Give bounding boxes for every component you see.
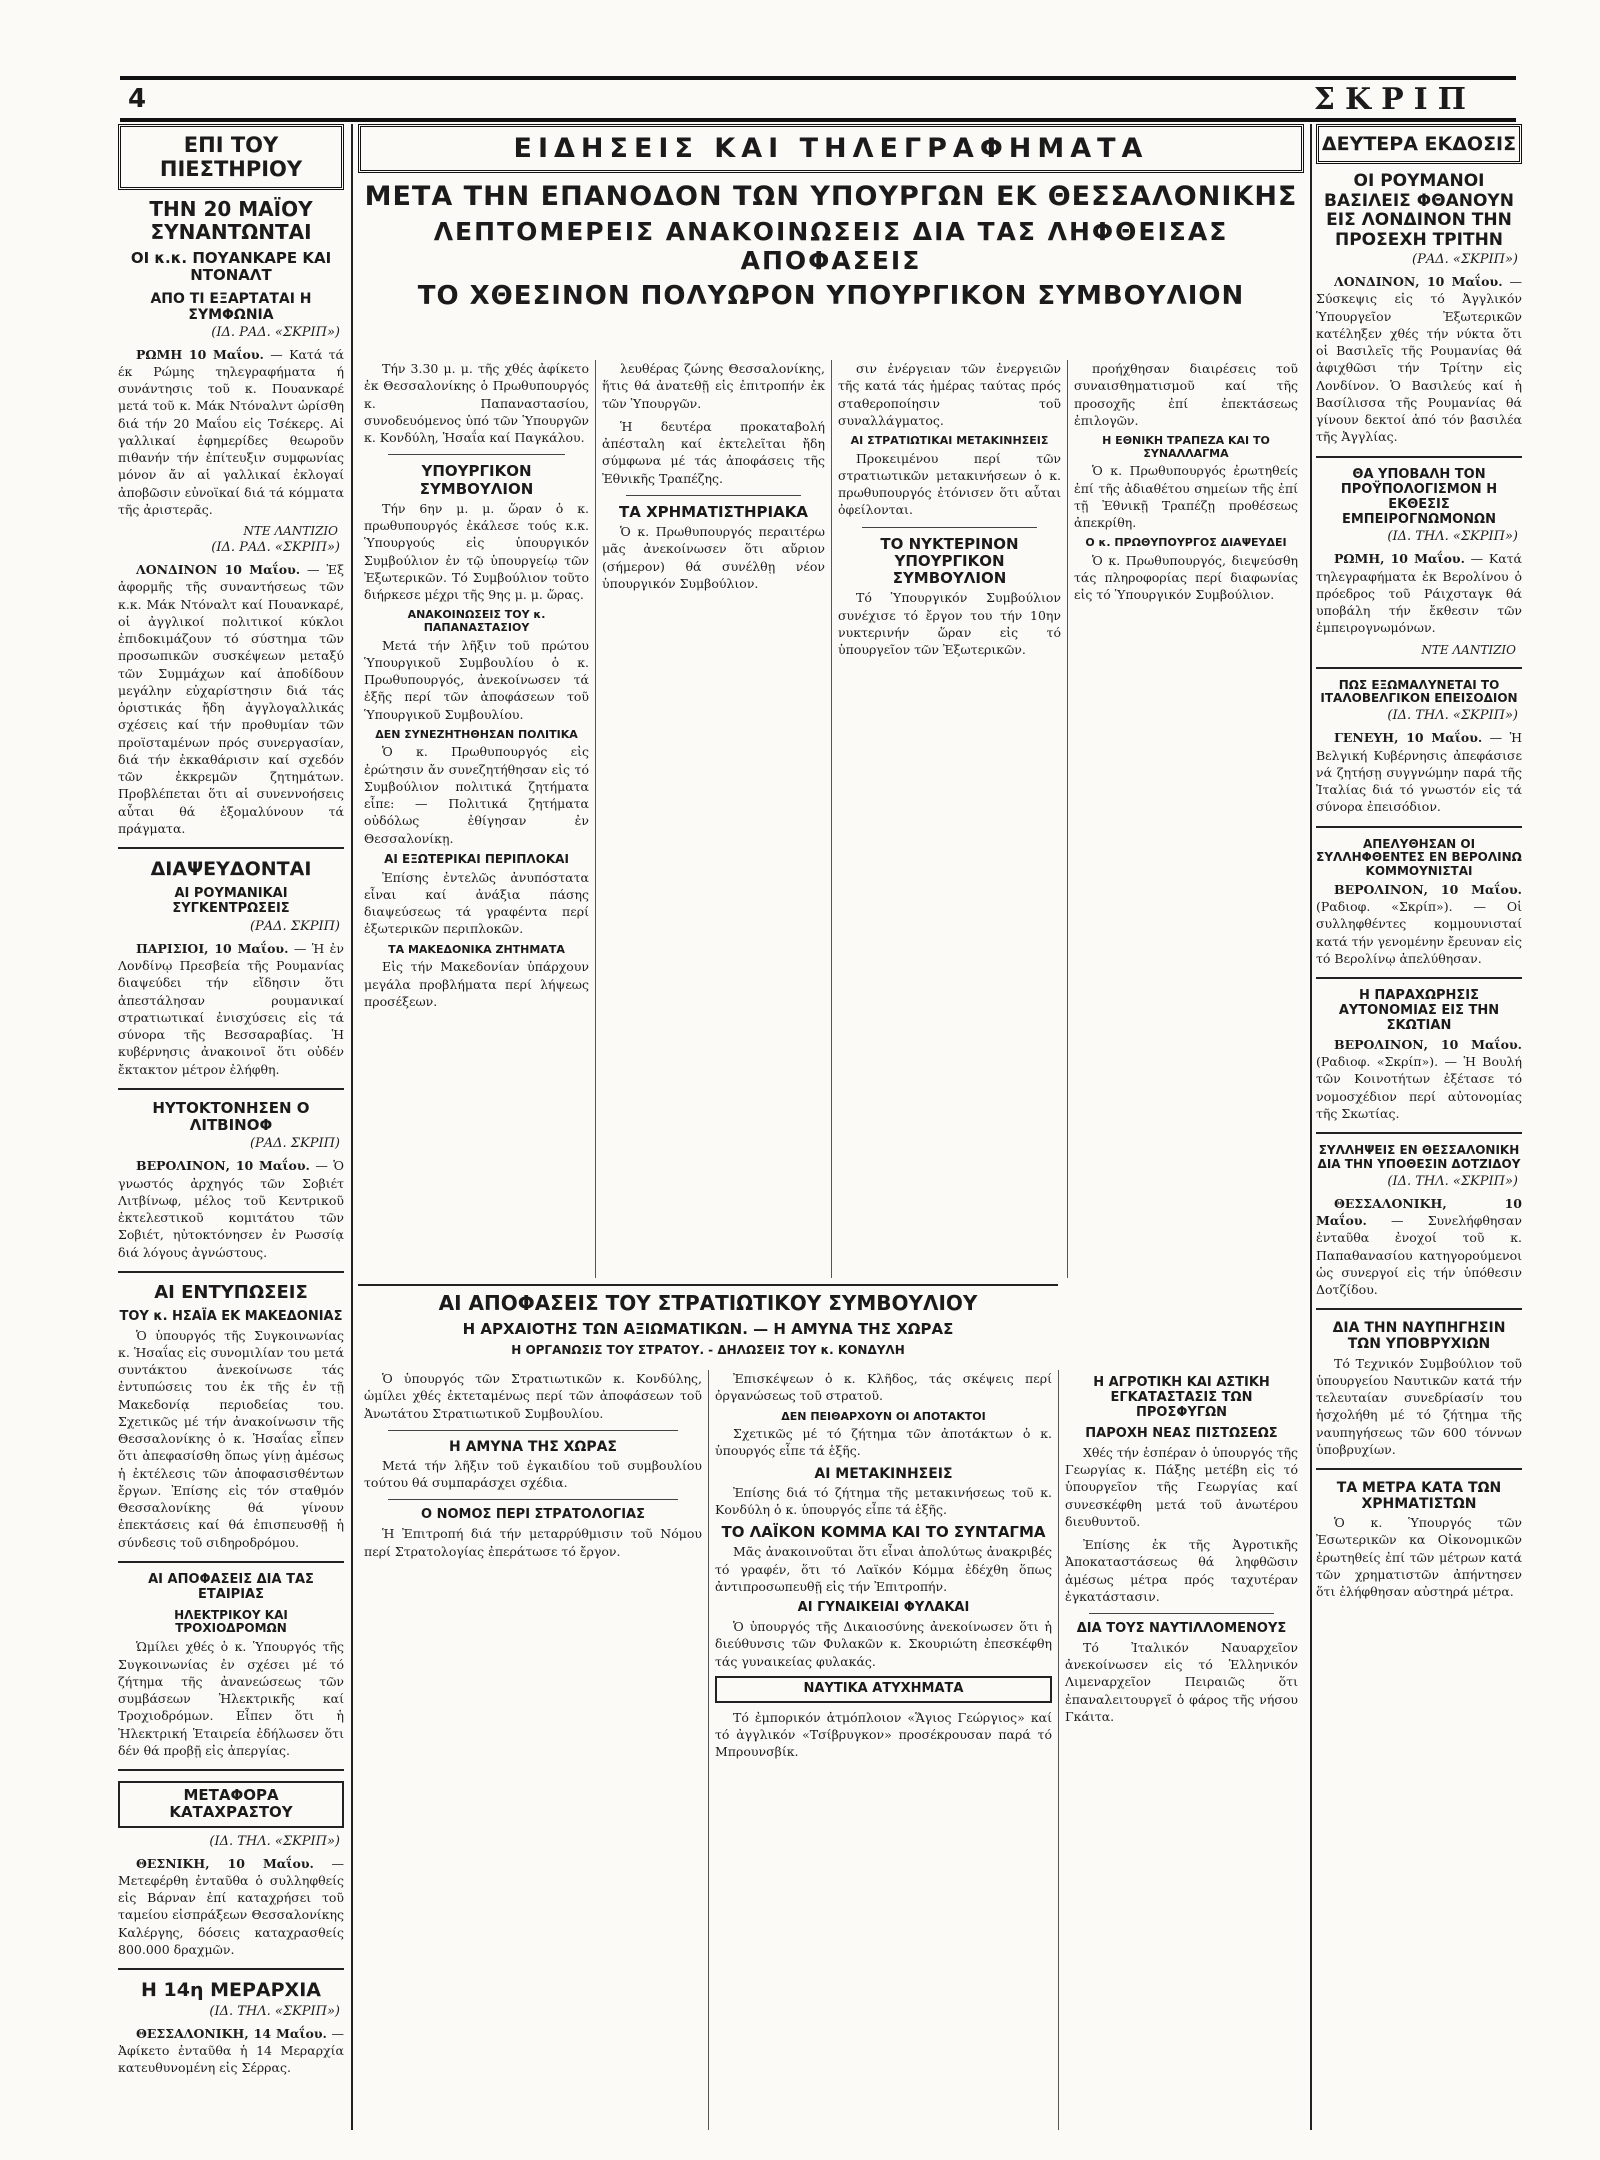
- headline-refugees: Η ΑΓΡΟΤΙΚΗ ΚΑΙ ΑΣΤΙΚΗ ΕΓΚΑΤΑΣΤΑΣΙΣ ΤΩΝ ΠΡΟΣΦΥΓΩΝ: [1093, 1375, 1270, 1420]
- subhead-poincare: ΟΙ κ.κ. ΠΟΥΑΝΚΑΡΕ ΚΑΙ ΝΤΟΝΑΛΤ: [130, 249, 332, 285]
- headline-transfers: ΑΙ ΜΕΤΑΚΙΝΗΣΕΙΣ: [814, 1465, 953, 1482]
- source-line: (ΙΔ. ΤΗΛ. «ΣΚΡΙΠ»): [209, 2003, 340, 2019]
- divider: [1089, 1613, 1274, 1614]
- headline-sailors: ΔΙΑ ΤΟΥΣ ΝΑΥΤΙΛΛΟΜΕΝΟΥΣ: [1076, 1621, 1287, 1636]
- article-text: Ἡ δευτέρα προκαταβολή ἀπέσταλη καί ἐκτελεῖται ἤδη σύμφωνα μέ τάς ἀποφάσεις τῆς Ἐθνικῆς Τραπέζης.: [602, 418, 825, 486]
- subhead-seniority: Η ΑΡΧΑΙΟΤΗΣ ΤΩΝ ΑΞΙΩΜΑΤΙΚΩΝ. — Η ΑΜΥΝΑ ΤΗΣ ΧΩΡΑΣ: [462, 1320, 954, 1338]
- article-text: Τό Ἰταλικόν Ναυαρχεῖον ἀνεκοίνωσεν εἰς τό Ἑλληνικόν Λιμεναρχεῖον Πειραιῶς ὅτι ἐπαναλειτουργεῖ ὁ φάρος τῆς νήσου Γκάιτα.: [1065, 1639, 1298, 1724]
- center-header: [358, 124, 1304, 354]
- center-col-3: [831, 360, 1067, 1278]
- headline-embezzler: ΜΕΤΑΦΟΡΑ ΚΑΤΑΧΡΑΣΤΟΥ: [118, 1781, 344, 1828]
- column-rule: [1310, 124, 1312, 2130]
- divider: [388, 1430, 678, 1431]
- source-line: (ΡΑΔ. «ΣΚΡΙΠ»): [1412, 252, 1518, 268]
- main-subhead: ΛΕΠΤΟΜΕΡΕΙΣ ΑΝΑΚΟΙΝΩΣΕΙΣ ΔΙΑ ΤΑΣ ΛΗΦΘΕΙΣΑΣ ΑΠΟΦΑΣΕΙΣ: [433, 217, 1229, 275]
- headline-foreign: ΑΙ ΕΞΩΤΕΡΙΚΑΙ ΠΕΡΙΠΛΟΚΑΙ: [384, 851, 569, 866]
- divider: [1316, 1308, 1522, 1310]
- article-text: Ἐπίσης διά τό ζήτημα τῆς μετακινήσεως τοῦ κ. Κονδύλη ὁ κ. ὑπουργός εἶπε τά ἑξῆς.: [715, 1484, 1052, 1517]
- article-text: ΛΟΝΔΙΝΟΝ, 10 Μαΐου. — Σύσκεψις εἰς τό Ἀγγλικόν Ὑπουργεῖον Ἐξωτερικῶν κατέληξεν χθές τήν νύκτα ὅτι οἱ Βασιλεῖς τῆς Ρουμανίας θά ἀφιχθῶσι τήν Τρίτην εἰς Λονδίνον. Ὁ Βασιλεύς καί ἡ Βασίλισσα τῆς Ρουμανίας θά γίνουν δεκτοί ἀπό τόν βασιλέα τῆς Ἀγγλίας.: [1316, 274, 1522, 445]
- article-text: Τό Ὑπουργικόν Συμβούλιον συνέχισε τό ἔργον του τήν 10ην νυκτερινήν ὥραν εἰς τό ὑπουργεῖον τῶν Ἐξωτερικῶν.: [838, 590, 1061, 658]
- source-line: (ΙΔ. ΡΑΔ. «ΣΚΡΙΠ»): [211, 540, 340, 556]
- article-text: ΒΕΡΟΛΙΝΟΝ, 10 Μαΐου. (Ραδιοφ. «Σκρίπ»). — Ἡ Βουλή τῶν Κοινοτήτων ἐξέτασε τό νομοσχέδιον περί αὐτονομίας τῆς Σκωτίας.: [1316, 1036, 1522, 1121]
- center-lower-columns: [358, 1370, 1304, 2130]
- article-text: Τήν 6ην μ. μ. ὥραν ὁ κ. πρωθυπουργός ἐκάλεσε τούς κ.κ. Ὑπουργούς εἰς ὑπουργικόν Συμβούλιον ἐν τῷ ὑπουργείῳ τῶν Ἐξωτερικῶν. Τό Συμβούλιον τοῦτο διήρκεσε μέχρι τῆς 9ης μ. μ. ὥρας.: [364, 500, 589, 602]
- article-text: Ὁ κ. Ὑπουργός τῶν Ἐσωτερικῶν κα Οἰκονομικῶν ἐρωτηθείς ἐπί τῶν μέτρων κατά τῶν χρηματιστῶν ἀπήντησεν ὅτι ἐλήφθησαν αὐστηρά μέτρα.: [1316, 1515, 1522, 1600]
- article-text: Τό Τεχνικόν Συμβούλιον τοῦ ὑπουργείου Ναυτικῶν κατά τήν τελευταίαν συνεδρίασίν του ἠσχολήθη μέ τό ζήτημα τῆς ναυπηγήσεως τῶν 600 τόννων ὑποβρυχίων.: [1316, 1355, 1522, 1457]
- masthead: [120, 76, 1516, 122]
- subhead-romanian: ΑΙ ΡΟΥΜΑΝΙΚΑΙ ΣΥΓΚΕΝΤΡΩΣΕΙΣ: [172, 886, 290, 916]
- source-line: (ΙΔ. ΤΗΛ. «ΣΚΡΙΠ»): [1387, 1173, 1518, 1189]
- article-text: Εἰς τήν Μακεδονίαν ὑπάρχουν μεγάλα προβλήματα περί λήψεως προσέξεων.: [364, 959, 589, 1009]
- divider: [118, 1271, 344, 1273]
- divider: [388, 454, 565, 455]
- divider: [1316, 1132, 1522, 1134]
- headline-litvinov: ΗΥΤΟΚΤΟΝΗΣΕΝ Ο ΛΙΤΒΙΝΟΦ: [152, 1098, 310, 1135]
- main-headline: ΜΕΤΑ ΤΗΝ ΕΠΑΝΟΔΟΝ ΤΩΝ ΥΠΟΥΡΓΩΝ ΕΚ ΘΕΣΣΑΛΟΝΙΚΗΣ: [364, 181, 1298, 212]
- center-banner: ΕΙΔΗΣΕΙΣ ΚΑΙ ΤΗΛΕΓΡΑΦΗΜΑΤΑ: [358, 124, 1304, 173]
- article-text: Ὁ κ. Πρωθυπουργός εἰς ἐρώτησιν ἄν συνεζητήθησαν εἰς τό Συμβούλιον πολιτικά ζητήματα εἶπε: — Πολιτικά ζητήματα οὐδόλως ἐθίγησαν ἐν Θεσσαλονίκῃ.: [364, 744, 589, 846]
- headline-military-council: ΑΙ ΑΠΟΦΑΣΕΙΣ ΤΟΥ ΣΤΡΑΤΙΩΤΙΚΟΥ ΣΥΜΒΟΥΛΙΟΥ: [438, 1291, 978, 1315]
- main-subhead-2: ΤΟ ΧΘΕΣΙΝΟΝ ΠΟΛΥΩΡΟΝ ΥΠΟΥΡΓΙΚΟΝ ΣΥΜΒΟΥΛΙΟΝ: [417, 280, 1245, 311]
- article-text: Ὁ ὑπουργός τῆς Δικαιοσύνης ἀνεκοίνωσεν ὅτι ἡ διεύθυνσις τῶν Φυλακῶν κ. Σκουριώτη ἐπεσκέφθη τάς γυναικείας φυλακάς.: [715, 1619, 1052, 1669]
- headline-macedonian: ΤΑ ΜΑΚΕΔΟΝΙΚΑ ΖΗΤΗΜΑΤΑ: [388, 942, 565, 956]
- center-col-2: [595, 360, 831, 1278]
- divider: [118, 1968, 344, 1970]
- lower-col-3: [1058, 1370, 1304, 2130]
- page-number: 4: [128, 84, 147, 114]
- article-text: Ἡ Ἐπιτροπή διά τήν μεταρρύθμισιν τοῦ Νόμου περί Στρατολογίας ἐπεράτωσε τό ἔργον.: [364, 1526, 702, 1559]
- subhead-macedonia: ΤΟΥ κ. ΗΣΑΪΑ ΕΚ ΜΑΚΕΔΟΝΙΑΣ: [119, 1308, 343, 1324]
- headline-peoples-party: ΤΟ ΛΑΪΚΟΝ ΚΟΜΜΑ ΚΑΙ ΤΟ ΣΥΝΤΑΓΜΑ: [721, 1523, 1046, 1542]
- article-text: Τό ἐμπορικόν ἀτμόπλοιον «Ἅγιος Γεώργιος» καί τό ἀγγλικόν «Τσίβρυγκον» προσέκρουσαν παρά τό Μπρουνσβίκ.: [715, 1709, 1052, 1760]
- headline-no-politics: ΔΕΝ ΣΥΝΕΖΗΤΗΘΗΣΑΝ ΠΟΛΙΤΙΚΑ: [375, 727, 578, 741]
- article-text: Χθές τήν ἑσπέραν ὁ ὑπουργός τῆς Γεωργίας κ. Πάξης μετέβη εἰς τό ὑπουργεῖον τῆς Γεωργίας καί συνεσκέφθη μετά τοῦ ἀνωτέρου διευθυντοῦ.: [1065, 1444, 1298, 1529]
- article-text: Μετά τήν λῆξιν τοῦ ἐγκαιδίου τοῦ συμβουλίου τούτου θά συμπαράσχει σχέδια.: [364, 1457, 702, 1491]
- subhead-electric: ΗΛΕΚΤΡΙΚΟΥ ΚΑΙ ΤΡΟΧΙΟΔΡΟΜΩΝ: [174, 1607, 288, 1636]
- headline-italo-belgian: ΠΩΣ ΕΞΩΜΑΛΥΝΕΤΑΙ ΤΟ ΙΤΑΛΟΒΕΛΓΙΚΟΝ ΕΠΕΙΣΟΔΙΟΝ: [1320, 677, 1518, 706]
- article-text: προήχθησαν διαιρέσεις τοῦ συναισθηματισμοῦ καί τῆς προσοχῆς ἐπί ἐπεκτάσεως ἐπιλογῶν.: [1074, 361, 1298, 428]
- divider: [1316, 977, 1522, 979]
- article-text: Ὁ κ. Πρωθυπουργός περαιτέρω μᾶς ἀνεκοίνωσεν ὅτι αὔριον (σήμερον) θά συνέλθῃ νέον ὑπουργικόν Συμβούλιον.: [602, 524, 825, 591]
- divider: [118, 1561, 344, 1563]
- divider: [118, 1088, 344, 1090]
- center-upper-columns: [358, 360, 1304, 1278]
- signature: ΝΤΕ ΛΑΝΤΙΖΙΟ: [243, 524, 338, 539]
- headline-national-bank: Η ΕΘΝΙΚΗ ΤΡΑΠΕΖΑ ΚΑΙ ΤΟ ΣΥΝΑΛΛΑΓΜΑ: [1102, 434, 1270, 460]
- source-line: (ΡΑΔ. ΣΚΡΙΠ): [249, 918, 340, 934]
- headline-division: Η 14η ΜΕΡΑΡΧΙΑ: [141, 1979, 321, 2001]
- article-text: Σχετικῶς μέ τό ζήτημα τῶν ἀποτάκτων ὁ κ. ὑπουργός εἶπε τά ἑξῆς.: [715, 1426, 1052, 1459]
- article-text: Ἐπίσης ἐντελῶς ἀνυπόστατα εἶναι καί ἀνάξια πάσης διαψεύσεως τά γραφέντα περί ἐξωτερικῶν περιπλοκῶν.: [364, 869, 589, 937]
- subhead-agreement: ΑΠΟ ΤΙ ΕΞΑΡΤΑΤΑΙ Η ΣΥΜΦΩΝΙΑ: [150, 290, 312, 323]
- divider: [1316, 667, 1522, 669]
- article-text: Τήν 3.30 μ. μ. τῆς χθές ἀφίκετο ἐκ Θεσσαλονίκης ὁ Πρωθυπουργός κ. Παπαναστασίου, συνοδευόμενος ὑπό τῶν Ὑπουργῶν κ. Κονδύλη, Ἡσαΐα καί Παγκάλου.: [364, 361, 589, 445]
- divider: [1316, 456, 1522, 458]
- article-text: Μετά τήν λῆξιν τοῦ πρώτου Ὑπουργικοῦ Συμβουλίου ὁ κ. Πρωθυπουργός, ἀνεκοίνωσεν τά ἑξῆς περί τῶν ἀποφάσεων τοῦ Ὑπουργικοῦ Συμβουλίου.: [364, 637, 589, 722]
- headline-scotland: Η ΠΑΡΑΧΩΡΗΣΙΣ ΑΥΤΟΝΟΜΙΑΣ ΕΙΣ ΤΗΝ ΣΚΩΤΙΑΝ: [1338, 988, 1500, 1034]
- article-text: Μᾶς ἀνακοινοῦται ὅτι εἶναι ἀπολύτως ἀνακριβές τό γραφέν, ὅτι τό Λαϊκόν Κόμμα ἐδέχθη ὅπως ἀντιπροσωπευθῇ εἰς τήν Ἐπιτροπήν.: [715, 1544, 1052, 1594]
- headline-romanian-kings: ΟΙ ΡΟΥΜΑΝΟΙ ΒΑΣΙΛΕΙΣ ΦΘΑΝΟΥΝ ΕΙΣ ΛΟΝΔΙΝΟΝ ΤΗΝ ΠΡΟΣΕΧΗ ΤΡΙΤΗΝ: [1324, 171, 1514, 250]
- article-text: Ὡμίλει χθές ὁ κ. Ὑπουργός τῆς Συγκοινωνίας ἐν σχέσει μέ τό ζήτημα τῆς ἀνανεώσεως τῶν συμβάσεων Ἠλεκτρικῆς καί Τροχιοδρόμων. Εἶπεν ὅτι ἡ Ἠλεκτρική Ἑταιρεία ἐδήλωσεν ὅτι δέν θά προβῇ εἰς ἀπεργίας.: [118, 1639, 344, 1758]
- article-text: Ὁ ὑπουργός τῆς Συγκοινωνίας κ. Ἡσαΐας εἰς συνομιλίαν του μετά συντάκτου ἀνεκοίνωσε τάς ἐντυπώσεις του ἐκ τῆς ἐν τῇ Μακεδονίᾳ περιοδείας του. Σχετικῶς μέ τήν ἀνακοίνωσιν τῆς Θεσσαλονίκης ὁ κ. Ἡσαΐας εἶπεν ὅτι ἀπεφασίσθη ὅπως γίνῃ ἀμέσως ἡ ἐκτέλεσις τῶν ἀποφασισθέντων ἔργων. Ἐπίσης εἰς τόν σταθμόν Θεσσαλονίκης θά γίνουν ἐπεκτάσεις καί θά ἐπισπευσθῇ ἡ σύνδεσις τοῦ σιδηροδρόμου.: [118, 1327, 344, 1550]
- source-line: (ΙΔ. ΤΗΛ. «ΣΚΡΙΠ»): [209, 1833, 340, 1849]
- headline-submarines: ΔΙΑ ΤΗΝ ΝΑΥΠΗΓΗΣΙΝ ΤΩΝ ΥΠΟΒΡΥΧΙΩΝ: [1332, 1320, 1506, 1353]
- article-text: ΘΕΣΣΑΛΟΝΙΚΗ, 10 Μαΐου. — Συνελήφθησαν ἐνταῦθα ἐνοχοί τοῦ κ. Παπαθανασίου κατηγορούμενοι ὡς συνεργοί εἰς τήν ὑπόθεσιν Δοτζίδου.: [1316, 1195, 1522, 1298]
- source-line: (ΙΔ. ΤΗΛ. «ΣΚΡΙΠ»): [1387, 708, 1518, 724]
- article-text: Ἐπισκέψεων ὁ κ. Κλῆδος, τάς σκέψεις περί ὀργανώσεως τοῦ στρατοῦ.: [715, 1371, 1052, 1404]
- article-text: ΒΕΡΟΛΙΝΟΝ, 10 Μαΐου. — Ὁ γνωστός ἀρχηγός τῶν Σοβιέτ Λιτβίνωφ, μέλος τοῦ Κεντρικοῦ ἐκτελεστικοῦ κομιτάτου τῶν Σοβιέτ, ηὐτοκτόνησεν ἐν Ρωσσίᾳ διά λόγους ἀγνώστους.: [118, 1158, 344, 1260]
- headline-naval-accidents: ΝΑΥΤΙΚΑ ΑΤΥΧΗΜΑΤΑ: [715, 1676, 1052, 1703]
- center-col-4: [1067, 360, 1304, 1278]
- divider: [862, 527, 1037, 528]
- subhead-credit: ΠΑΡΟΧΗ ΝΕΑΣ ΠΙΣΤΩΣΕΩΣ: [1085, 1425, 1278, 1441]
- headline-dismissed: ΔΕΝ ΠΕΙΘΑΡΧΟΥΝ ΟΙ ΑΠΟΤΑΚΤΟΙ: [781, 1409, 986, 1423]
- article-text: ΡΩΜΗ 10 Μαΐου. — Κατά τά έκ Ρώμης τηλεγραφήματα ή συνάντησις τοῦ κ. Πουανκαρέ μετά τοῦ κ. Μάκ Ντόναλντ ὡρίσθη διά τήν 20 Μαΐου εἰς Τσέκερς. Αἱ γαλλικαί ἐφημερίδες θεωροῦν πιθανήν τήν ἐπίτευξιν συμφωνίας μόνον ἄν αἱ γαλλικαί ἐκλογαί ἀποβῶσιν εὐνοϊκαί διά τά κόμματα τῆς ἀριστερᾶς.: [118, 346, 344, 517]
- article-text: ΛΟΝΔΙΝΟΝ 10 Μαΐου. — Ἐξ ἀφορμῆς τῆς συναντήσεως τῶν κ.κ. Μάκ Ντόναλτ καί Πουανκαρέ, οἱ ἀγγλικοί πολιτικοί κύκλοι ἐπιδοκιμάζουν τό σύστημα τῶν προσωπικῶν συσκέψεων μεταξύ τῶν Συμμάχων καί ἀποδίδουν μεγάλην εὐχαρίστησιν διά τάς ὁριστικάς ἤδη ἀγγλογαλλικάς σχέσεις καί τήν προθυμίαν τῶν προϊσταμένων πρός συνεργασίαν, διά τήν ἐκκαθάρισιν καί σχεδόν τῶν ἐκκρεμῶν ζητημάτων. Προβλέπεται ὅτι αἱ συνεννοήσεις αὗται θά ἐξομαλύνουν τά πράγματα.: [118, 562, 344, 836]
- article-text: Ὁ κ. Πρωθυπουργός ἐρωτηθείς ἐπί τῆς ἀδιαθέτου σημείων τῆς ἐπί τῇ Ἐθνικῇ Τραπέζῃ προθέσεως ἀπεκρίθη.: [1074, 463, 1298, 531]
- subhead-organization: Η ΟΡΓΑΝΩΣΙΣ ΤΟΥ ΣΤΡΑΤΟΥ. - ΔΗΛΩΣΕΙΣ ΤΟΥ κ. ΚΟΝΔΥΛΗ: [511, 1343, 905, 1358]
- lower-col-2: [708, 1370, 1058, 2130]
- divider: [626, 495, 801, 496]
- military-council-header: [358, 1284, 1058, 1366]
- left-banner: ΕΠΙ ΤΟΥ ΠΙΕΣΤΗΡΙΟΥ: [118, 124, 344, 190]
- headline-night-cabinet: ΤΟ ΝΥΚΤΕΡΙΝΟΝ ΥΠΟΥΡΓΙΚΟΝ ΣΥΜΒΟΥΛΙΟΝ: [880, 534, 1019, 588]
- newspaper-title: ΣΚΡΙΠ: [1313, 81, 1476, 117]
- source-line: (ΡΑΔ. ΣΚΡΙΠ): [249, 1136, 340, 1152]
- article-text: ΒΕΡΟΛΙΝΟΝ, 10 Μαΐου. (Ραδιοφ. «Σκρίπ»). — Οἱ συλληφθέντες κομμουνισταί κατά τήν γενομένην ἔρευναν εἰς τό Βερολίνῳ ἀπελύθησαν.: [1316, 881, 1522, 966]
- headline-pm-denies: Ο κ. ΠΡΩΘΥΠΟΥΡΓΟΣ ΔΙΑΨΕΥΔΕΙ: [1085, 536, 1287, 550]
- headline-announcements: ΑΝΑΚΟΙΝΩΣΕΙΣ ΤΟΥ κ. ΠΑΠΑΝΑΣΤΑΣΙΟΥ: [407, 608, 546, 634]
- divider: [118, 1769, 344, 1771]
- article-text: σιν ἐνέργειαν τῶν ἐνεργειῶν τῆς κατά τάς ἡμέρας ταύτας πρός σταθεροποίησιν τοῦ συναλλάγματος.: [838, 361, 1061, 428]
- article-text: Προκειμένου περί τῶν στρατιωτικῶν μετακινήσεων ὁ κ. πρωθυπουργός ἐτόνισεν ὅτι αὗται ὀφείλονται.: [838, 450, 1061, 518]
- article-text: ΡΩΜΗ, 10 Μαΐου. — Κατά τηλεγραφήματα ἐκ Βερολίνου ὁ πρόεδρος τοῦ Ράιχσταγκ θά υποβάλη τήν ἔκθεσιν τῶν ἐμπειρογνωμόνων.: [1316, 551, 1522, 636]
- headline-budget: ΘΑ ΥΠΟΒΑΛΗ ΤΟΝ ΠΡΟΫΠΟΛΟΓΙΣΜΟΝ Η ΕΚΘΕΣΙΣ ΕΜΠΕΙΡΟΓΝΩΜΟΝΩΝ: [1340, 466, 1498, 527]
- source-line: (ΙΔ. ΡΑΔ. «ΣΚΡΙΠ»): [211, 324, 340, 340]
- headline-impressions: ΑΙ ΕΝΤΥΠΩΣΕΙΣ: [154, 1281, 308, 1303]
- headline-companies: ΑΙ ΑΠΟΦΑΣΕΙΣ ΔΙΑ ΤΑΣ ΕΤΑΙΡΙΑΣ: [148, 1571, 314, 1602]
- headline-arrests: ΣΥΛΛΗΨΕΙΣ ΕΝ ΘΕΣΣΑΛΟΝΙΚΗ ΔΙΑ ΤΗΝ ΥΠΟΘΕΣΙΝ ΔΟΤΖΙΔΟΥ: [1317, 1143, 1521, 1172]
- divider: [1316, 1468, 1522, 1470]
- center-col-1: [358, 360, 595, 1278]
- lower-col-1: [358, 1370, 708, 2130]
- divider: [1316, 826, 1522, 828]
- headline-poincare: ΤΗΝ 20 ΜΑΪΟΥ ΣΥΝΑΝΤΩΝΤΑΙ: [149, 197, 313, 244]
- article-text: ΠΑΡΙΣΙΟΙ, 10 Μαΐου. — Ἡ ἐν Λονδίνῳ Πρεσβεία τῆς Ρουμανίας διαψεύδει τήν εἴδησιν ὅτι ἀπεστάλησαν ρουμανικαί στρατιωτικαί ἐνισχύσεις εἰς τά σύνορα τῆς Βεσσαραβίας. Ἡ κυβέρνησις ἀνακοινοῖ ὅτι οὐδέν ἔκτακτον μέτρον ἐλήφθη.: [118, 940, 344, 1077]
- article-text: ΓΕΝΕΥΗ, 10 Μαΐου. — Ἡ Βελγική Κυβέρνησις ἀπεφάσισε νά ζητήσῃ συγγνώμην παρά τῆς Ἰταλίας διά τό γνωστόν εἰς τά σύνορα ἐπεισόδιον.: [1316, 730, 1522, 815]
- headline-womens-prison: ΑΙ ΓΥΝΑΙΚΕΙΑΙ ΦΥΛΑΚΑΙ: [797, 1600, 970, 1616]
- headline-cabinet: ΥΠΟΥΡΓΙΚΟΝ ΣΥΜΒΟΥΛΙΟΝ: [419, 462, 534, 498]
- right-banner: ΔΕΥΤΕΡΑ ΕΚΔΟΣΙΣ: [1316, 124, 1522, 164]
- headline-brokers: ΤΑ ΜΕΤΡΑ ΚΑΤΑ ΤΩΝ ΧΡΗΜΑΤΙΣΤΩΝ: [1336, 1480, 1502, 1513]
- divider: [118, 847, 344, 849]
- headline-denial: ΔΙΑΨΕΥΔΟΝΤΑΙ: [150, 858, 312, 881]
- headline-stock: ΤΑ ΧΡΗΜΑΤΙΣΤΗΡΙΑΚΑ: [619, 502, 808, 521]
- article-text: λευθέρας ζώνης Θεσσαλονίκης, ἥτις θά ἀνατεθῇ εἰς ἐπιτροπήν ἐκ τῶν Ὑπουργῶν.: [602, 361, 825, 411]
- headline-defense: Η ΑΜΥΝΑ ΤΗΣ ΧΩΡΑΣ: [449, 1438, 617, 1455]
- headline-released: ΑΠΕΛΥΘΗΣΑΝ ΟΙ ΣΥΛΛΗΦΘΕΝΤΕΣ ΕΝ ΒΕΡΟΛΙΝΩ ΚΟΜΜΟΥΝΙΣΤΑΙ: [1316, 836, 1522, 879]
- headline-conscription: Ο ΝΟΜΟΣ ΠΕΡΙ ΣΤΡΑΤΟΛΟΓΙΑΣ: [421, 1507, 645, 1523]
- divider: [388, 1499, 678, 1500]
- article-text: Ὁ κ. Πρωθυπουργός, διεψεύσθη τάς πληροφορίας περί διαφωνίας εἰς τό Ὑπουργικόν Συμβούλιον.: [1074, 552, 1298, 603]
- article-text: Ἐπίσης ἐκ τῆς Ἀγροτικῆς Ἀποκαταστάσεως θά ληφθῶσιν ἀμέσως μέτρα πρός ταχυτέραν ἐγκατάστασιν.: [1065, 1537, 1298, 1604]
- article-text: ΘΕΣΝΙΚΗ, 10 Μαΐου. — Μετεφέρθη ἐνταῦθα ὁ συλληφθείς εἰς Βάρναν ἐπί καταχρήσει τοῦ ταμείου εἰσπράξεων Θεσσαλονίκης Καλέργης, δόσεις καταχρασθείς 800.000 δραχμῶν.: [118, 1855, 344, 1957]
- column-rule: [351, 124, 353, 2130]
- source-line: (ΙΔ. ΤΗΛ. «ΣΚΡΙΠ»): [1387, 529, 1518, 545]
- article-text: Ὁ ὑπουργός τῶν Στρατιωτικῶν κ. Κονδύλης, ὡμίλει χθές ἐκτεταμένως περί τῶν ἀποφάσεων τοῦ Ἀνωτάτου Στρατιωτικοῦ Συμβουλίου.: [364, 1371, 702, 1421]
- article-text: ΘΕΣΣΑΛΟΝΙΚΗ, 14 Μαΐου. — Ἀφίκετο ἐνταῦθα ἡ 14 Μεραρχία κατευθυνομένη εἰς Σέρρας.: [118, 2025, 344, 2076]
- headline-military: ΑΙ ΣΤΡΑΤΙΩΤΙΚΑΙ ΜΕΤΑΚΙΝΗΣΕΙΣ: [850, 434, 1049, 447]
- signature: ΝΤΕ ΛΑΝΤΙΖΙΟ: [1421, 642, 1516, 657]
- left-column: [118, 124, 344, 2130]
- right-column: [1316, 124, 1522, 2130]
